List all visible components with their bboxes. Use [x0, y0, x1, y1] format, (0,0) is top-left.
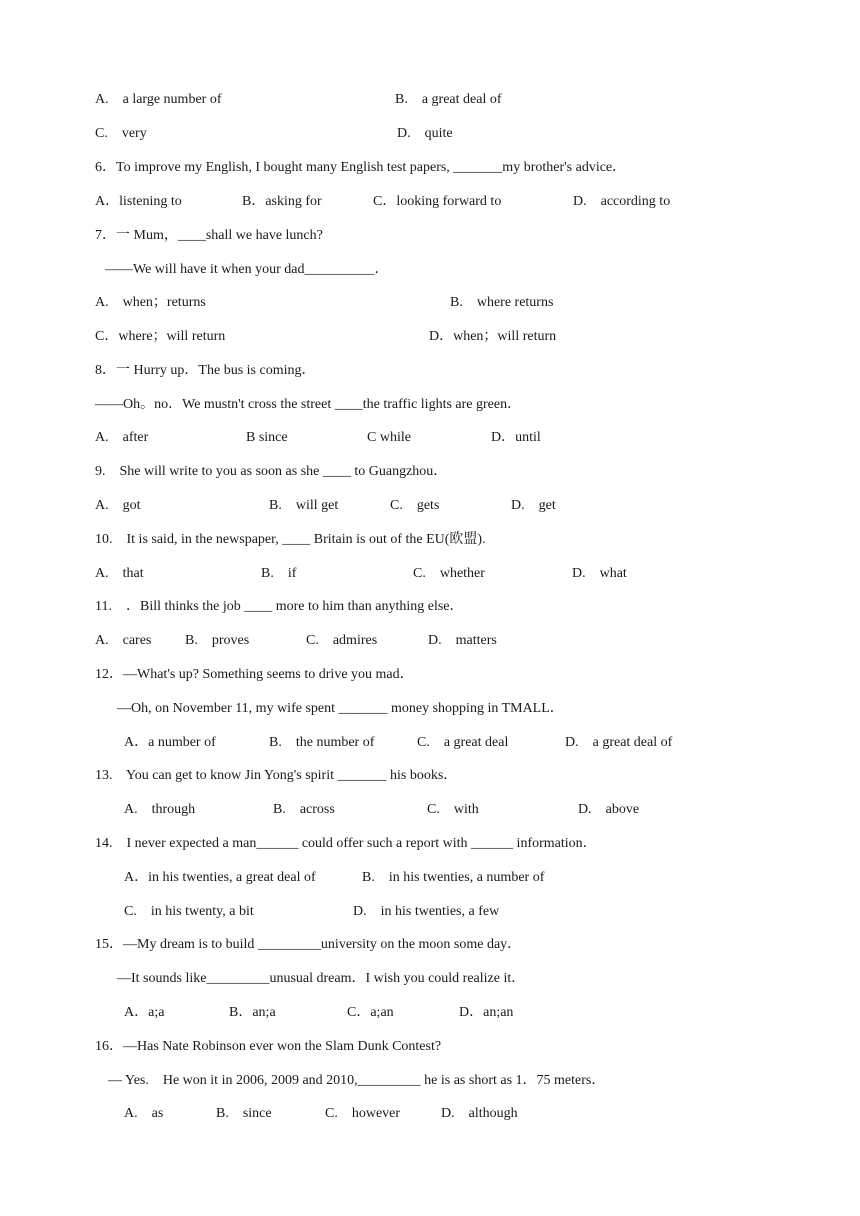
- q16-option-c: C. however: [325, 1106, 401, 1121]
- q16-reply: — Yes. He won it in 2006, 2009 and 2010,_________ he is as short as 1．75 meters．: [108, 1073, 606, 1088]
- q5-option-b: B. a great deal of: [395, 92, 502, 107]
- q15-reply: —It sounds like_________unusual dream．I wish you could realize it．: [117, 971, 526, 986]
- q13-option-d: D. above: [578, 802, 640, 817]
- q12-reply: —Oh, on November 11, my wife spent _______ money shopping in TMALL．: [117, 701, 564, 716]
- q8-option-b: B since: [246, 430, 288, 445]
- q12-option-d: D. a great deal of: [565, 735, 673, 750]
- q7-option-b: B. where returns: [450, 295, 554, 310]
- q7-option-d: D．when；will return: [429, 329, 557, 344]
- q5-option-c: C. very: [95, 126, 147, 141]
- q7-stem: 7．一 Mum，____shall we have lunch?: [95, 228, 323, 243]
- q8-stem: 8．一 Hurry up．The bus is coming．: [95, 363, 316, 378]
- q12-option-c: C. a great deal: [417, 735, 509, 750]
- q5-option-a: A. a large number of: [95, 92, 222, 107]
- q11-option-b: B. proves: [185, 633, 250, 648]
- q14-stem: 14. I never expected a man______ could offer such a report with ______ information．: [95, 836, 597, 851]
- q7-reply: ——We will have it when your dad__________．: [105, 262, 389, 277]
- q6-option-c: C．looking forward to: [373, 194, 502, 209]
- q13-option-b: B. across: [273, 802, 335, 817]
- q10-option-a: A. that: [95, 566, 144, 581]
- q7-option-c: C．where；will return: [95, 329, 226, 344]
- q11-option-d: D. matters: [428, 633, 497, 648]
- q8-option-d: D．until: [491, 430, 541, 445]
- q9-stem: 9. She will write to you as soon as she ____ to Guangzhou．: [95, 464, 448, 479]
- q16-option-a: A. as: [124, 1106, 164, 1121]
- q10-stem: 10. It is said, in the newspaper, ____ Britain is out of the EU(欧盟).: [95, 532, 486, 547]
- q6-option-b: B．asking for: [242, 194, 322, 209]
- q15-option-c: C．a;an: [347, 1005, 394, 1020]
- q8-reply: ——Oh。no．We mustn't cross the street ____the traffic lights are green．: [95, 397, 522, 412]
- q15-stem: 15．—My dream is to build _________university on the moon some day．: [95, 937, 522, 952]
- q14-option-a: A．in his twenties, a great deal of: [124, 870, 316, 885]
- q13-option-c: C. with: [427, 802, 479, 817]
- q9-option-a: A. got: [95, 498, 141, 513]
- q6-stem: 6．To improve my English, I bought many English test papers, _______my brother's advice．: [95, 160, 627, 175]
- q14-option-d: D. in his twenties, a few: [353, 904, 500, 919]
- q13-stem: 13. You can get to know Jin Yong's spirit _______ his books．: [95, 768, 458, 783]
- q11-stem: 11. ．Bill thinks the job ____ more to him than anything else．: [95, 599, 464, 614]
- q6-option-a: A．listening to: [95, 194, 182, 209]
- q8-option-a: A. after: [95, 430, 149, 445]
- q10-option-d: D. what: [572, 566, 627, 581]
- q13-option-a: A. through: [124, 802, 196, 817]
- q12-option-a: A．a number of: [124, 735, 216, 750]
- q15-option-d: D．an;an: [459, 1005, 514, 1020]
- q11-option-a: A. cares: [95, 633, 152, 648]
- q12-option-b: B. the number of: [269, 735, 375, 750]
- q16-option-b: B. since: [216, 1106, 272, 1121]
- q16-option-d: D. although: [441, 1106, 518, 1121]
- q9-option-b: B. will get: [269, 498, 339, 513]
- q15-option-b: B．an;a: [229, 1005, 276, 1020]
- q11-option-c: C. admires: [306, 633, 378, 648]
- q9-option-c: C. gets: [390, 498, 440, 513]
- q14-option-b: B. in his twenties, a number of: [362, 870, 545, 885]
- q7-option-a: A. when；returns: [95, 295, 206, 310]
- q12-stem: 12．—What's up? Something seems to drive you mad．: [95, 667, 414, 682]
- q6-option-d: D. according to: [573, 194, 671, 209]
- q5-option-d: D. quite: [397, 126, 453, 141]
- q8-option-c: C while: [367, 430, 411, 445]
- q10-option-c: C. whether: [413, 566, 485, 581]
- q10-option-b: B. if: [261, 566, 297, 581]
- q15-option-a: A．a;a: [124, 1005, 165, 1020]
- q14-option-c: C. in his twenty, a bit: [124, 904, 254, 919]
- q16-stem: 16．—Has Nate Robinson ever won the Slam Dunk Contest?: [95, 1039, 442, 1054]
- q9-option-d: D. get: [511, 498, 556, 513]
